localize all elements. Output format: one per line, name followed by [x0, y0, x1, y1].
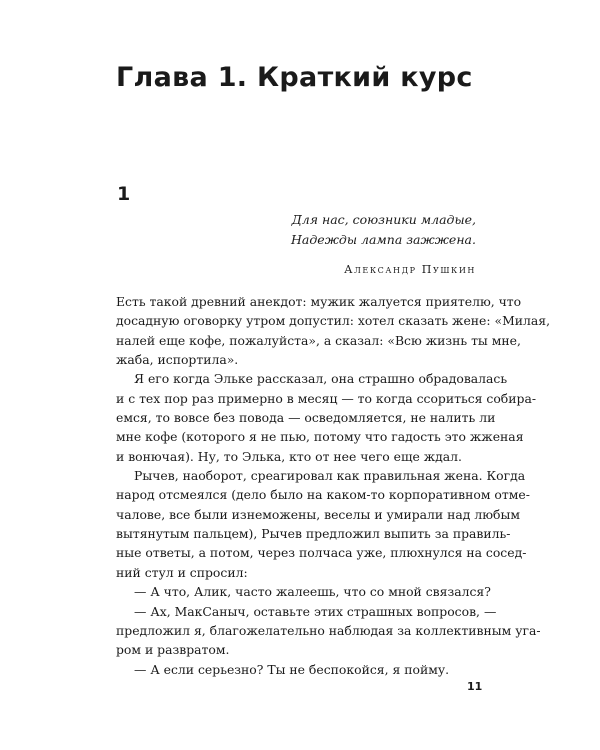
- section-number: 1: [117, 183, 131, 205]
- paragraph-line: досадную оговорку утром допустил: хотел сказать жене: «Милая,: [116, 313, 551, 329]
- body-text: [116, 292, 551, 679]
- epigraph-line: Надежды лампа зажжена.: [291, 232, 476, 247]
- paragraph-line: вытянутым пальцем), Рычев предложил выпить за правиль-: [116, 526, 511, 542]
- paragraph-line: мне кофе (которого я не пью, потому что гадость это жженая: [116, 429, 524, 445]
- chapter-title: Глава 1. Краткий курс: [116, 62, 473, 93]
- dialogue-line: ром и развратом.: [116, 642, 230, 658]
- paragraph-line: Есть такой древний анекдот: мужик жалуется приятелю, что: [116, 294, 522, 309]
- paragraph-line: ний стул и спросил:: [116, 564, 248, 580]
- paragraph-line: чалове, все были изнеможены, веселы и умирали над любым: [116, 506, 520, 522]
- paragraph-line: и с тех пор раз примерно в месяц — то когда ссориться собира-: [116, 390, 537, 406]
- epigraph-author: Александр Пушкин: [344, 263, 476, 276]
- paragraph-line: емся, то вовсе без повода — осведомляется, не налить ли: [116, 410, 496, 426]
- page-number: 11: [467, 680, 483, 693]
- epigraph-line: Для нас, союзники младые,: [291, 212, 476, 227]
- paragraph-line: ные ответы, а потом, через полчаса уже, плюхнулся на сосед-: [116, 545, 527, 561]
- dialogue-line: предложил я, благожелательно наблюдая за коллективным уга-: [116, 622, 541, 638]
- dialogue-line: — А если серьезно? Ты не беспокойся, я пойму.: [134, 661, 450, 677]
- paragraph-line: Рычев, наоборот, среагировал как правильная жена. Когда: [134, 468, 526, 484]
- paragraph-line: Я его когда Эльке рассказал, она страшно обрадовалась: [134, 371, 508, 387]
- paragraph-line: народ отсмеялся (дело было на каком-то корпоративном отме-: [116, 487, 530, 503]
- dialogue-line: — А что, Алик, часто жалеешь, что со мной связался?: [134, 584, 491, 600]
- paragraph-line: жаба, испортила».: [116, 352, 239, 368]
- dialogue-line: — Ах, МакСаныч, оставьте этих страшных вопросов, —: [134, 603, 497, 619]
- paragraph-line: налей еще кофе, пожалуйста», а сказал: «Всю жизнь ты мне,: [116, 332, 521, 348]
- epigraph: [116, 210, 476, 277]
- paragraph-line: и вонючая). Ну, то Элька, кто от нее чего еще ждал.: [116, 448, 462, 464]
